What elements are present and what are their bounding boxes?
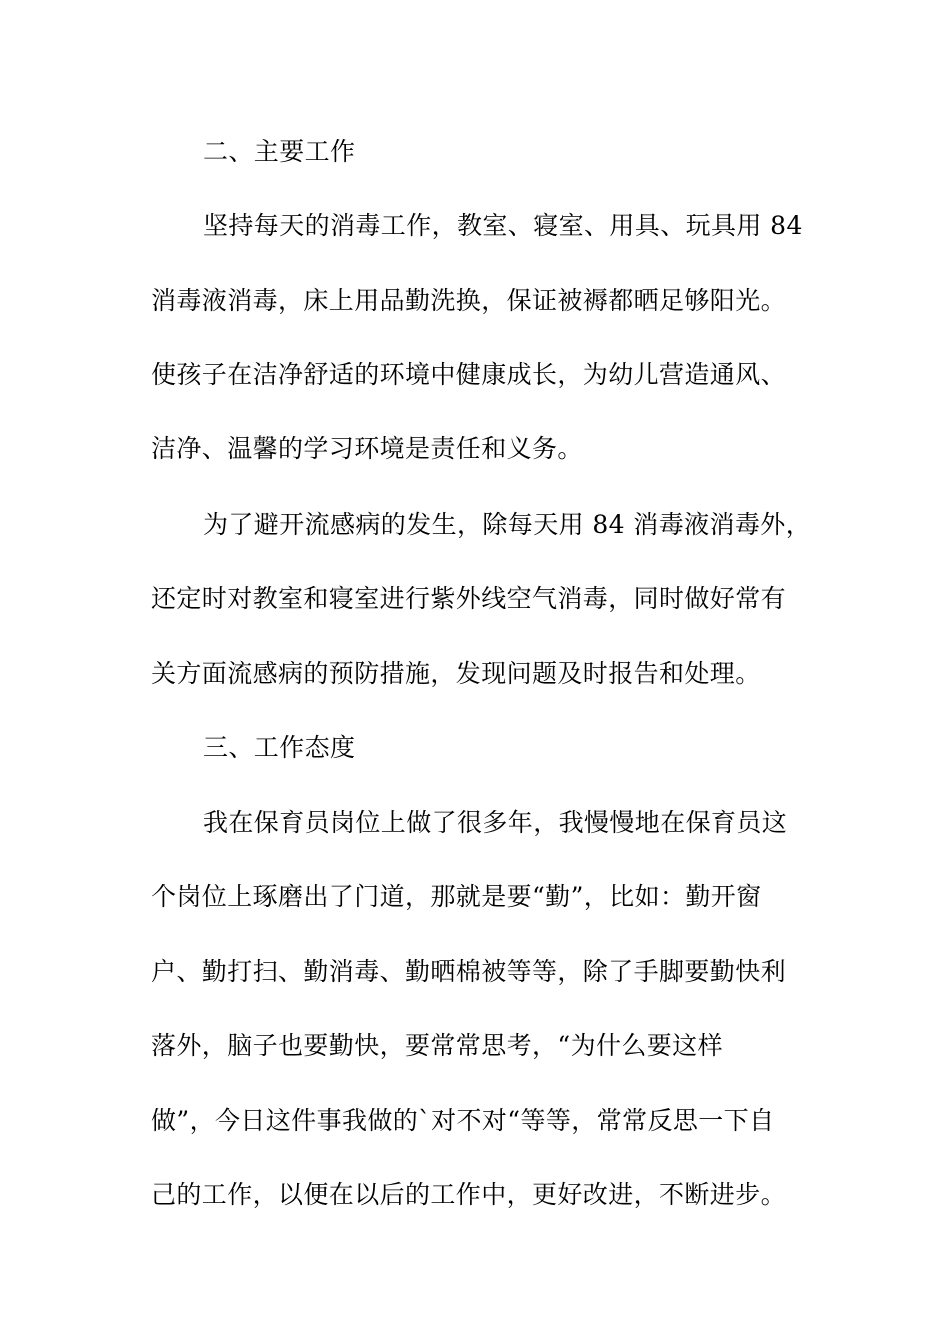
paragraph-line: 消毒液消毒，床上用品勤洗换，保证被褥都晒足够阳光。 xyxy=(151,286,787,315)
paragraph-line: 我在保育员岗位上做了很多年，我慢慢地在保育员这 xyxy=(203,808,788,837)
paragraph-line: 户、勤打扫、勤消毒、勤晒棉被等等，除了手脚要勤快利 xyxy=(151,957,787,986)
paragraph-line: 个岗位上琢磨出了门道，那就是要“勤”，比如：勤开窗 xyxy=(151,882,762,911)
paragraph-line: 落外，脑子也要勤快，要常常思考，“为什么要这样 xyxy=(151,1031,723,1060)
paragraph-line: 洁净、温馨的学习环境是责任和义务。 xyxy=(151,434,583,463)
section-heading-attitude: 三、工作态度 xyxy=(203,733,356,762)
section-heading-main-work: 二、主要工作 xyxy=(203,137,356,166)
paragraph-line: 使孩子在洁净舒适的环境中健康成长，为幼儿营造通风、 xyxy=(151,360,787,389)
paragraph-line: 做”，今日这件事我做的`对不对“等等，常常反思一下自 xyxy=(151,1106,775,1135)
paragraph-line: 关方面流感病的预防措施，发现问题及时报告和处理。 xyxy=(151,659,761,688)
paragraph-line: 坚持每天的消毒工作，教室、寝室、用具、玩具用 84 xyxy=(203,211,803,240)
paragraph-line: 还定时对教室和寝室进行紫外线空气消毒，同时做好常有 xyxy=(151,584,787,613)
paragraph-line: 为了避开流感病的发生，除每天用 84 消毒液消毒外， xyxy=(203,510,812,539)
paragraph-line: 己的工作，以便在以后的工作中，更好改进，不断进步。 xyxy=(151,1180,787,1209)
